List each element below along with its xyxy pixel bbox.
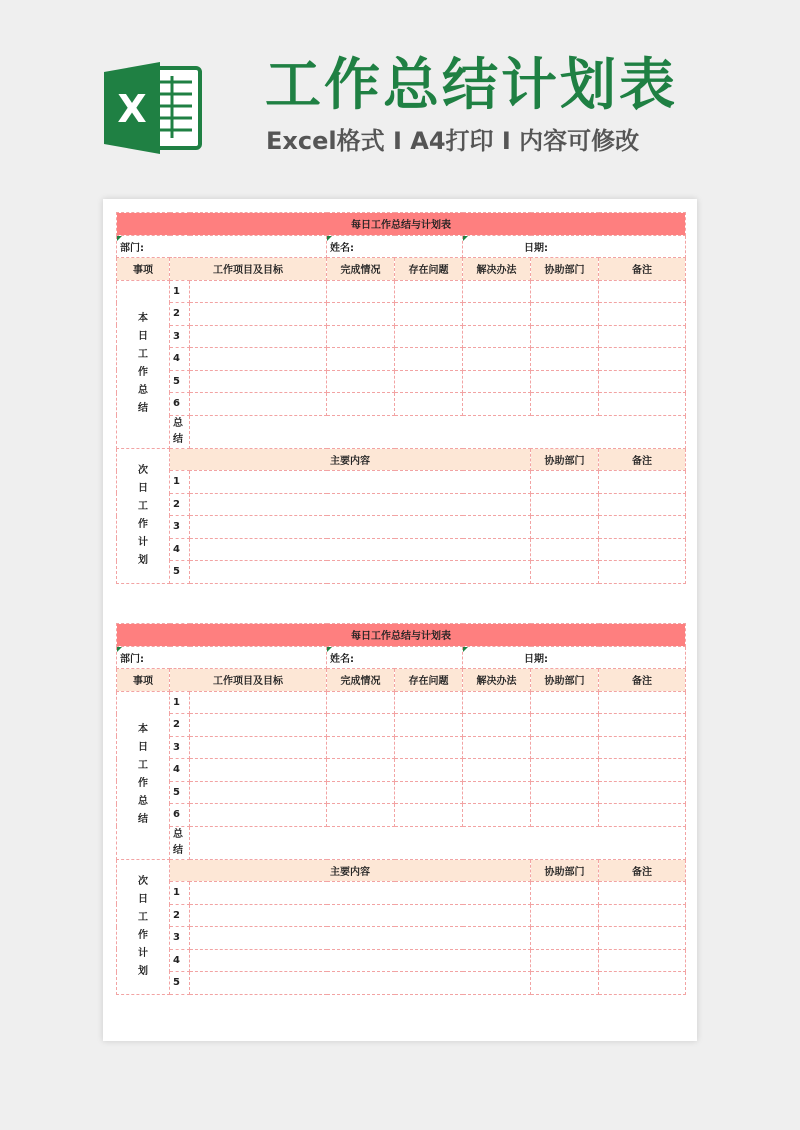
row-number: 2 bbox=[170, 714, 190, 737]
total-summary-cell[interactable] bbox=[190, 826, 686, 859]
dept-field[interactable]: 部门: bbox=[117, 646, 327, 669]
cell[interactable] bbox=[599, 714, 686, 737]
section-label: 本日工作总结 bbox=[138, 313, 148, 414]
form-title: 每日工作总结与计划表 bbox=[117, 624, 686, 647]
name-field[interactable]: 姓名: bbox=[327, 235, 463, 258]
cell[interactable] bbox=[190, 904, 531, 927]
cell[interactable] bbox=[327, 370, 395, 393]
cell[interactable] bbox=[463, 280, 531, 303]
col-solution: 解决办法 bbox=[463, 669, 531, 692]
cell[interactable] bbox=[190, 691, 327, 714]
cell[interactable] bbox=[463, 325, 531, 348]
cell[interactable] bbox=[531, 691, 599, 714]
cell[interactable] bbox=[463, 736, 531, 759]
cell[interactable] bbox=[190, 714, 327, 737]
cell[interactable] bbox=[531, 759, 599, 782]
cell[interactable] bbox=[327, 781, 395, 804]
form-title: 每日工作总结与计划表 bbox=[117, 213, 686, 236]
cell[interactable] bbox=[531, 538, 599, 561]
cell[interactable] bbox=[599, 280, 686, 303]
cell[interactable] bbox=[599, 882, 686, 905]
total-label: 总结 bbox=[173, 417, 183, 445]
col-note: 备注 bbox=[599, 669, 686, 692]
cell[interactable] bbox=[395, 759, 463, 782]
cell[interactable] bbox=[463, 348, 531, 371]
col-issue: 存在问题 bbox=[395, 258, 463, 281]
cell[interactable] bbox=[190, 493, 531, 516]
cell[interactable] bbox=[395, 393, 463, 416]
cell[interactable] bbox=[190, 736, 327, 759]
cell[interactable] bbox=[190, 561, 531, 584]
row-number: 4 bbox=[170, 348, 190, 371]
cell[interactable] bbox=[531, 882, 599, 905]
cell[interactable] bbox=[599, 949, 686, 972]
cell[interactable] bbox=[599, 538, 686, 561]
section-label: 本日工作总结 bbox=[138, 724, 148, 825]
cell[interactable] bbox=[599, 972, 686, 995]
row-number: 4 bbox=[170, 949, 190, 972]
page-header bbox=[0, 0, 800, 190]
row-number: 2 bbox=[170, 904, 190, 927]
col-note: 备注 bbox=[599, 448, 686, 471]
col-note: 备注 bbox=[599, 258, 686, 281]
cell[interactable] bbox=[531, 949, 599, 972]
cell[interactable] bbox=[190, 804, 327, 827]
cell[interactable] bbox=[531, 736, 599, 759]
cell[interactable] bbox=[327, 303, 395, 326]
col-dept: 协助部门 bbox=[531, 258, 599, 281]
dept-field[interactable]: 部门: bbox=[117, 235, 327, 258]
row-number: 5 bbox=[170, 972, 190, 995]
cell[interactable] bbox=[531, 516, 599, 539]
section-label: 次日工作计划 bbox=[138, 464, 148, 566]
cell[interactable] bbox=[190, 538, 531, 561]
cell[interactable] bbox=[327, 736, 395, 759]
col-note: 备注 bbox=[599, 859, 686, 882]
cell[interactable] bbox=[463, 393, 531, 416]
row-number: 3 bbox=[170, 325, 190, 348]
cell[interactable] bbox=[327, 280, 395, 303]
cell[interactable] bbox=[531, 904, 599, 927]
cell[interactable] bbox=[531, 493, 599, 516]
row-number: 3 bbox=[170, 736, 190, 759]
form-table-2 bbox=[116, 623, 686, 995]
col-item: 事项 bbox=[117, 669, 170, 692]
cell[interactable] bbox=[531, 714, 599, 737]
cell[interactable] bbox=[599, 736, 686, 759]
cell[interactable] bbox=[599, 561, 686, 584]
section-today-summary bbox=[117, 691, 170, 859]
section-label: 次日工作计划 bbox=[138, 875, 148, 977]
cell[interactable] bbox=[463, 714, 531, 737]
cell[interactable] bbox=[327, 714, 395, 737]
cell[interactable] bbox=[531, 348, 599, 371]
cell[interactable] bbox=[463, 691, 531, 714]
cell[interactable] bbox=[531, 927, 599, 950]
cell[interactable] bbox=[190, 781, 327, 804]
cell[interactable] bbox=[599, 927, 686, 950]
row-number: 5 bbox=[170, 781, 190, 804]
row-number: 1 bbox=[170, 280, 190, 303]
cell[interactable] bbox=[599, 516, 686, 539]
section-next-plan bbox=[117, 448, 170, 583]
cell[interactable] bbox=[327, 325, 395, 348]
cell[interactable] bbox=[190, 303, 327, 326]
date-field[interactable] bbox=[463, 235, 686, 258]
excel-icon-letter: X bbox=[117, 87, 147, 131]
col-item: 事项 bbox=[117, 258, 170, 281]
cell[interactable] bbox=[190, 280, 327, 303]
cell[interactable] bbox=[531, 325, 599, 348]
row-number: 5 bbox=[170, 561, 190, 584]
row-number: 5 bbox=[170, 370, 190, 393]
total-label-cell bbox=[170, 826, 190, 859]
col-goal: 工作项目及目标 bbox=[170, 258, 327, 281]
cell[interactable] bbox=[190, 325, 327, 348]
row-number: 1 bbox=[170, 882, 190, 905]
cell[interactable] bbox=[463, 804, 531, 827]
page-title: 工作总结计划表 bbox=[265, 53, 678, 118]
col-goal: 工作项目及目标 bbox=[170, 669, 327, 692]
date-field[interactable] bbox=[463, 646, 686, 669]
row-number: 6 bbox=[170, 804, 190, 827]
cell[interactable] bbox=[599, 759, 686, 782]
cell[interactable] bbox=[190, 972, 531, 995]
cell[interactable] bbox=[190, 516, 531, 539]
section-next-plan bbox=[117, 859, 170, 994]
row-number: 4 bbox=[170, 759, 190, 782]
total-label-cell bbox=[170, 415, 190, 448]
cell[interactable] bbox=[599, 804, 686, 827]
total-summary-cell[interactable] bbox=[190, 415, 686, 448]
row-number: 1 bbox=[170, 471, 190, 494]
cell[interactable] bbox=[395, 781, 463, 804]
col-content: 主要内容 bbox=[170, 448, 531, 471]
cell[interactable] bbox=[190, 370, 327, 393]
cell[interactable] bbox=[463, 781, 531, 804]
cell[interactable] bbox=[531, 972, 599, 995]
section-today-summary bbox=[117, 280, 170, 448]
col-dept: 协助部门 bbox=[531, 859, 599, 882]
cell[interactable] bbox=[190, 393, 327, 416]
col-dept: 协助部门 bbox=[531, 669, 599, 692]
cell[interactable] bbox=[190, 949, 531, 972]
name-field[interactable]: 姓名: bbox=[327, 646, 463, 669]
col-done: 完成情况 bbox=[327, 258, 395, 281]
cell[interactable] bbox=[531, 471, 599, 494]
cell[interactable] bbox=[531, 370, 599, 393]
cell[interactable] bbox=[327, 804, 395, 827]
cell[interactable] bbox=[395, 370, 463, 393]
cell[interactable] bbox=[599, 370, 686, 393]
cell[interactable] bbox=[395, 736, 463, 759]
cell[interactable] bbox=[327, 759, 395, 782]
cell[interactable] bbox=[327, 691, 395, 714]
cell[interactable] bbox=[395, 714, 463, 737]
cell[interactable] bbox=[327, 393, 395, 416]
cell[interactable] bbox=[599, 325, 686, 348]
cell[interactable] bbox=[531, 781, 599, 804]
total-label: 总结 bbox=[173, 828, 183, 856]
row-number: 6 bbox=[170, 393, 190, 416]
cell[interactable] bbox=[531, 804, 599, 827]
page-subtitle: Excel格式 Ⅰ A4打印 Ⅰ 内容可修改 bbox=[266, 127, 640, 155]
row-number: 3 bbox=[170, 516, 190, 539]
cell[interactable] bbox=[395, 303, 463, 326]
row-number: 1 bbox=[170, 691, 190, 714]
cell[interactable] bbox=[599, 348, 686, 371]
cell[interactable] bbox=[190, 759, 327, 782]
col-solution: 解决办法 bbox=[463, 258, 531, 281]
cell[interactable] bbox=[395, 280, 463, 303]
date-label: 日期: bbox=[524, 653, 548, 665]
cell[interactable] bbox=[190, 348, 327, 371]
cell[interactable] bbox=[531, 280, 599, 303]
cell[interactable] bbox=[395, 325, 463, 348]
cell[interactable] bbox=[531, 303, 599, 326]
col-dept: 协助部门 bbox=[531, 448, 599, 471]
col-issue: 存在问题 bbox=[395, 669, 463, 692]
cell[interactable] bbox=[463, 370, 531, 393]
cell[interactable] bbox=[190, 882, 531, 905]
form-table-1 bbox=[116, 212, 686, 584]
cell[interactable] bbox=[599, 303, 686, 326]
row-number: 2 bbox=[170, 493, 190, 516]
date-label: 日期: bbox=[524, 242, 548, 254]
cell[interactable] bbox=[599, 471, 686, 494]
cell[interactable] bbox=[599, 904, 686, 927]
cell[interactable] bbox=[599, 493, 686, 516]
cell[interactable] bbox=[599, 691, 686, 714]
excel-icon bbox=[104, 62, 202, 154]
cell[interactable] bbox=[395, 348, 463, 371]
row-number: 3 bbox=[170, 927, 190, 950]
cell[interactable] bbox=[531, 561, 599, 584]
cell[interactable] bbox=[463, 303, 531, 326]
col-content: 主要内容 bbox=[170, 859, 531, 882]
cell[interactable] bbox=[599, 781, 686, 804]
row-number: 4 bbox=[170, 538, 190, 561]
cell[interactable] bbox=[395, 691, 463, 714]
row-number: 2 bbox=[170, 303, 190, 326]
cell[interactable] bbox=[599, 393, 686, 416]
cell[interactable] bbox=[463, 759, 531, 782]
cell[interactable] bbox=[531, 393, 599, 416]
col-done: 完成情况 bbox=[327, 669, 395, 692]
cell[interactable] bbox=[327, 348, 395, 371]
cell[interactable] bbox=[190, 927, 531, 950]
cell[interactable] bbox=[190, 471, 531, 494]
cell[interactable] bbox=[395, 804, 463, 827]
